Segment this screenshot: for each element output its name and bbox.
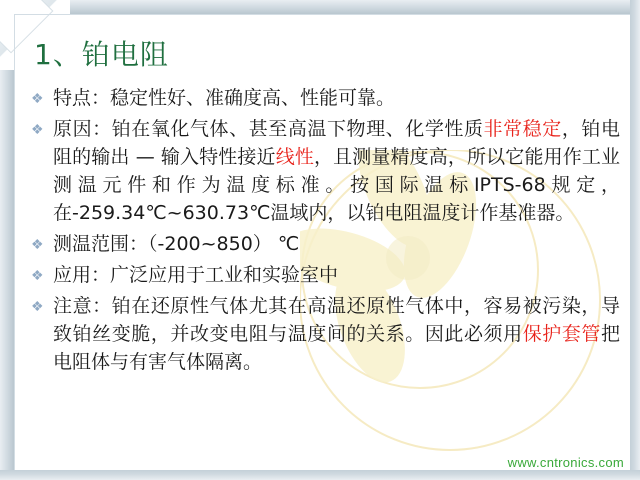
bullet-segment: ，铂电阻的输出 — 输入特性接近 (53, 118, 620, 168)
list-item (28, 230, 620, 258)
diamond-bullet-icon: ❖ (31, 90, 44, 106)
bullet-segment-highlight: 保护套管 (522, 323, 601, 345)
bullet-text-feature (53, 84, 620, 112)
bullet-text-notice (53, 292, 620, 376)
diamond-bullet-icon: ❖ (31, 236, 44, 252)
bullet-text-reason (53, 115, 620, 227)
bullet-segment: 原因：铂在氧化气体、甚至高温下物理、化学性质 (53, 118, 484, 140)
bullet-segment: 特点：稳定性好、准确度高、性能可靠。 (53, 87, 396, 109)
list-item (28, 292, 620, 376)
list-item (28, 115, 620, 227)
diamond-bullet-icon: ❖ (31, 121, 44, 137)
diamond-bullet-icon: ❖ (31, 298, 44, 314)
bullet-segment: 注意：铂在还原性气体尤其在高温还原性气体中，容易被污染，导致铂丝变脆，并改变电阻与温度间的关系。因此必须用 (53, 295, 620, 345)
bullet-segment: 测温范围：（-200~850） ℃ (53, 233, 300, 255)
site-watermark: www.cntronics.com (507, 455, 624, 470)
bullet-segment-highlight: 线性 (275, 146, 314, 168)
bullet-segment: 把电阻体与有害气体隔离。 (53, 323, 620, 373)
bullet-segment: ，且测量精度高，所以它能用作工业测温元件和作为温度标准。按国际温标IPTS-68规定，在-259.34℃~630.73℃温域内，以铂电阻温度计作基准器。 (53, 146, 620, 224)
bullet-list (28, 84, 620, 379)
bullet-text-range (53, 230, 620, 258)
bullet-segment: 应用：广泛应用于工业和实验室中 (53, 264, 339, 286)
page-title: 1、铂电阻 (34, 38, 169, 71)
list-item (28, 261, 620, 289)
bullet-segment-highlight: 非常稳定 (483, 118, 562, 140)
list-item (28, 84, 620, 112)
bullet-text-application (53, 261, 620, 289)
diamond-bullet-icon: ❖ (31, 267, 44, 283)
